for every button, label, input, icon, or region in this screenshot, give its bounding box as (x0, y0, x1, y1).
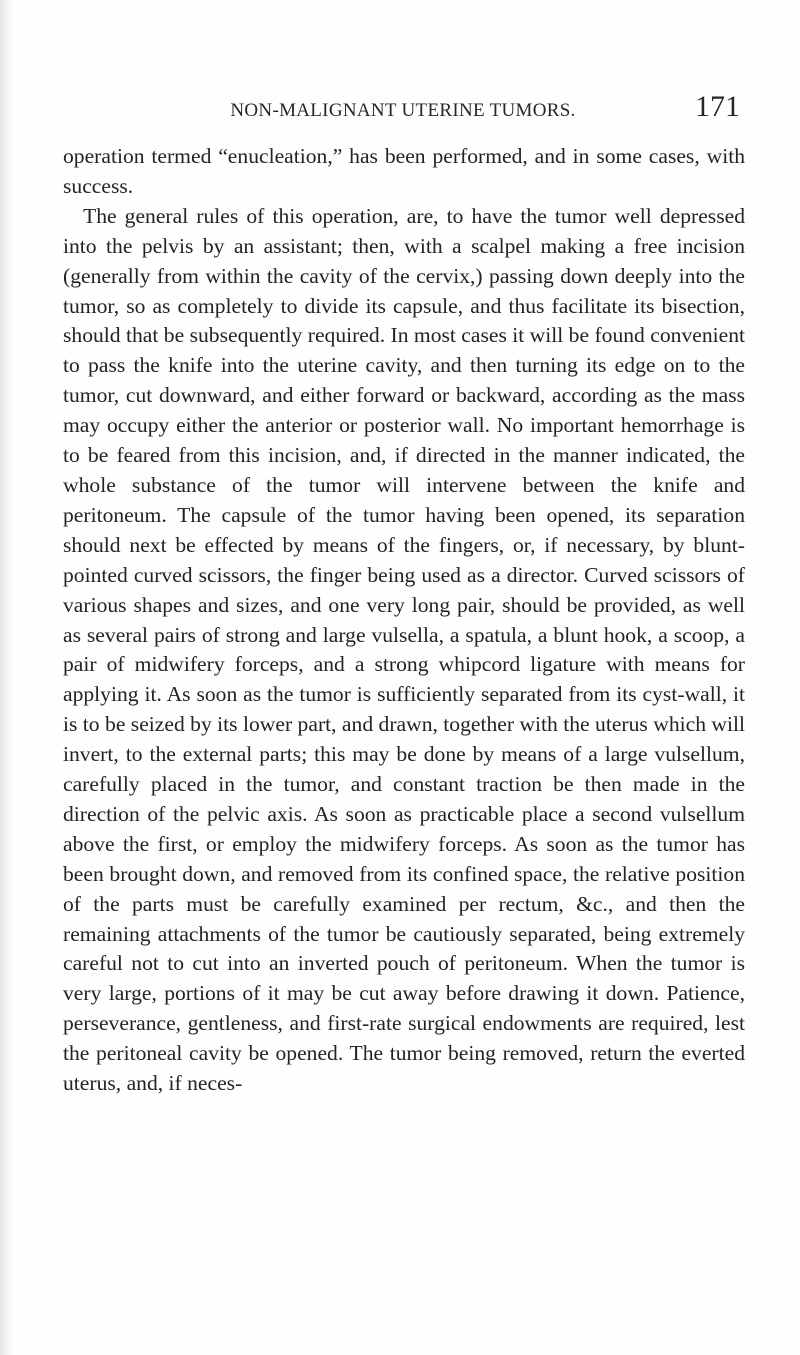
body-text (63, 142, 745, 1099)
running-head: NON-MALIGNANT UTERINE TUMORS. (230, 100, 576, 121)
page-gutter-shadow (0, 0, 14, 1355)
paragraph-general-rules: The general rules of this operation, are, to have the tumor well depressed into the pelvis by an assistant; then, with a scalpel making a free incision (generally from within the cavity of the cervix,) passing down deeply into the tumor, so as completely to divide its capsule, and thus facilitate its bisection, should that be subsequently required. In most cases it will be found convenient to pass the knife into the uterine cavity, and then turning its edge on to the tumor, cut downward, and either forward or backward, according as the mass may occupy either the anterior or posterior wall. No important hemorrhage is to be feared from this incision, and, if directed in the manner indicated, the whole substance of the tumor will intervene between the knife and peritoneum. The capsule of the tumor having been opened, its separation should next be effected by means of the fingers, or, if necessary, by blunt-pointed curved scissors, the finger being used as a director. Curved scissors of various shapes and sizes, and one very long pair, should be provided, as well as several pairs of strong and large vulsella, a spatula, a blunt hook, a scoop, a pair of midwifery forceps, and a strong whipcord ligature with means for applying it. As soon as the tumor is sufficiently separated from its cyst-wall, it is to be seized by its lower part, and drawn, together with the uterus which will invert, to the external parts; this may be done by means of a large vulsellum, carefully placed in the tumor, and constant traction be then made in the direction of the pelvic axis. As soon as practicable place a second vulsellum above the first, or employ the midwifery forceps. As soon as the tumor has been brought down, and removed from its confined space, the relative position of the parts must be carefully examined per rectum, &c., and then the remaining attachments of the tumor be cautiously separated, being extremely careful not to cut into an inverted pouch of peritoneum. When the tumor is very large, portions of it may be cut away before drawing it down. Patience, perseverance, gentleness, and first-rate surgical endowments are required, lest the peritoneal cavity be opened. The tumor being removed, return the everted uterus, and, if neces- (63, 203, 745, 1096)
paragraph-continuation: operation termed “enucleation,” has been performed, and in some cases, with success. (63, 144, 745, 198)
page-number: 171 (695, 90, 740, 123)
page-header (63, 86, 743, 126)
